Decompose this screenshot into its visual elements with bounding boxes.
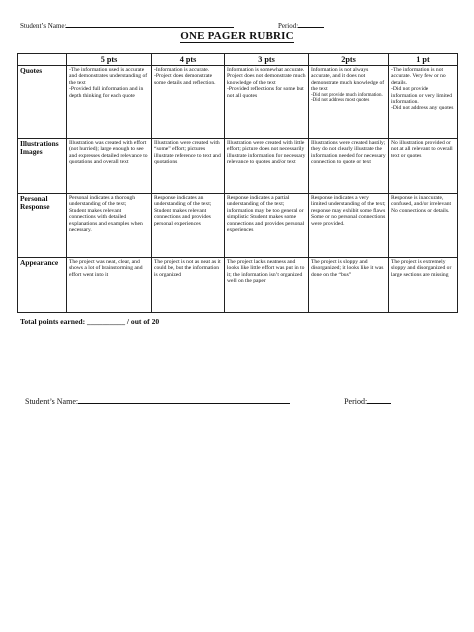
cell-text: Response indicates a partial understanding of the text; information may be too general or simplistic Student makes some connections and provides personal experiences	[227, 195, 305, 234]
column-header-4pts: 4 pts	[152, 54, 225, 66]
student-name-footer	[25, 395, 455, 406]
period-blank[interactable]	[298, 20, 324, 28]
footer-student-name-label: Student’s Name:	[25, 397, 79, 406]
rubric-cell	[389, 258, 458, 313]
rubric-table	[17, 53, 458, 313]
column-header-3pts: 3 pts	[225, 54, 309, 66]
cell-text: Illustration were created with little effort; picture does not necessarily illustrate information for necessary relevance to quotes and/or text	[227, 140, 306, 166]
student-name-blank[interactable]	[66, 20, 234, 28]
cell-text: Information is not always accurate, and it does not demonstrate much knowledge of the text	[311, 67, 385, 93]
cell-text: Illustrations were created hastily; they do not clearly illustrate the information needed for necessary connection to quote or text	[311, 140, 386, 166]
rubric-cell	[389, 139, 458, 194]
cell-text: Illustration were created with “some” effort; pictures illustrate reference to text and quotations	[154, 140, 221, 166]
student-name-label: Student’s Name:	[20, 22, 67, 30]
criterion-column-header	[18, 54, 67, 66]
rubric-row-quotes	[18, 66, 458, 139]
rubric-cell	[225, 139, 309, 194]
rubric-cell	[389, 194, 458, 258]
criterion-appearance: Appearance	[18, 258, 67, 313]
rubric-cell	[152, 194, 225, 258]
rubric-title: ONE PAGER RUBRIC	[180, 30, 294, 42]
cell-text: The project is extremely sloppy and disorganized or large sections are missing	[391, 259, 452, 278]
rubric-cell	[152, 66, 225, 139]
cell-text: -Did not provide information or very limited information.	[391, 86, 453, 106]
cell-text: Response indicates a very limited understanding of the text; response may exhibit some flaws	[311, 195, 386, 214]
total-points	[20, 317, 159, 326]
criterion-illustrations: Illustrations Images	[18, 139, 67, 194]
rubric-cell	[225, 194, 309, 258]
cell-text: -Did not provide much information.	[311, 92, 383, 98]
rubric-row-appearance	[18, 258, 458, 313]
cell-text: -The information used is accurate and demonstrates understanding of the text	[69, 67, 148, 86]
period-label: Period:	[277, 22, 299, 30]
column-header-5pts: 5 pts	[67, 54, 152, 66]
rubric-cell	[67, 194, 152, 258]
cell-text: -Did not address any quotes	[391, 105, 454, 112]
cell-text: Response is inaccurate, confused, and/or irrelevant	[391, 195, 452, 208]
footer-period-label: Period:	[344, 397, 368, 406]
cell-text: No connections or details.	[391, 207, 450, 214]
total-points-suffix: / out of 20	[126, 317, 160, 326]
cell-text: -Provided full information and in depth thinking for each quote	[69, 86, 144, 99]
rubric-row-illustrations	[18, 139, 458, 194]
rubric-cell	[152, 258, 225, 313]
cell-text: The project is sloppy and disorganized; it looks like it was done on the “bus”	[311, 259, 384, 278]
student-name-header	[20, 20, 460, 30]
cell-text: Illustration was created with effort (not hurried); large enough to see and expresses detailed relevance to quotations and overall text	[69, 140, 148, 166]
criterion-personal-response: Personal Response	[18, 194, 67, 258]
rubric-cell	[67, 139, 152, 194]
cell-text: Response indicates an understanding of the text;	[154, 195, 212, 208]
rubric-cell	[309, 194, 389, 258]
cell-text: Information is somewhat accurate. Project does not demonstrate much knowledge of the text	[227, 67, 306, 86]
column-header-2pts: 2pts	[309, 54, 389, 66]
rubric-cell	[309, 139, 389, 194]
rubric-row-personal-response	[18, 194, 458, 258]
cell-text: -Information is accurate.	[154, 67, 210, 73]
footer-period-blank[interactable]	[367, 395, 391, 404]
cell-text: The project is not as neat as it could be, but the information is organized	[154, 259, 221, 278]
cell-text: -Provided reflections for some but not all quotes	[227, 86, 304, 99]
rubric-cell	[152, 139, 225, 194]
rubric-cell	[225, 258, 309, 313]
total-points-label: Total points earned:	[20, 317, 86, 326]
cell-text: The project lacks neatness and looks like little effort was put in to it; the information isn’t organized well on the paper	[227, 259, 305, 285]
cell-text: -Did not address most quotes	[311, 98, 370, 104]
rubric-cell	[67, 258, 152, 313]
cell-text: Student makes relevant connections and provides personal experiences	[154, 207, 211, 227]
criterion-quotes: Quotes	[18, 66, 67, 139]
rubric-cell	[225, 66, 309, 139]
rubric-header-row	[18, 54, 458, 66]
cell-text: Personal indicates a thorough understanding of the text;	[69, 195, 136, 208]
rubric-cell	[309, 66, 389, 139]
rubric-cell	[389, 66, 458, 139]
cell-text: The project was neat, clear, and shows a lot of brainstorming and effort went into it	[69, 259, 143, 278]
cell-text: -Project does demonstrate some details and reflection.	[154, 73, 216, 86]
rubric-cell	[309, 258, 389, 313]
column-header-1pt: 1 pt	[389, 54, 458, 66]
footer-student-name-blank[interactable]	[78, 395, 290, 404]
cell-text: -The information is not accurate. Very few or no details.	[391, 67, 446, 86]
cell-text: Student makes relevant connections with detailed explanations and examples when necessary.	[69, 207, 143, 234]
cell-text: No illustration provided or not at all relevant to overall text or quotes	[391, 140, 453, 159]
cell-text: Some or no personal connections were provided.	[311, 214, 386, 227]
rubric-cell	[67, 66, 152, 139]
total-points-blank[interactable]: __________	[87, 317, 125, 326]
